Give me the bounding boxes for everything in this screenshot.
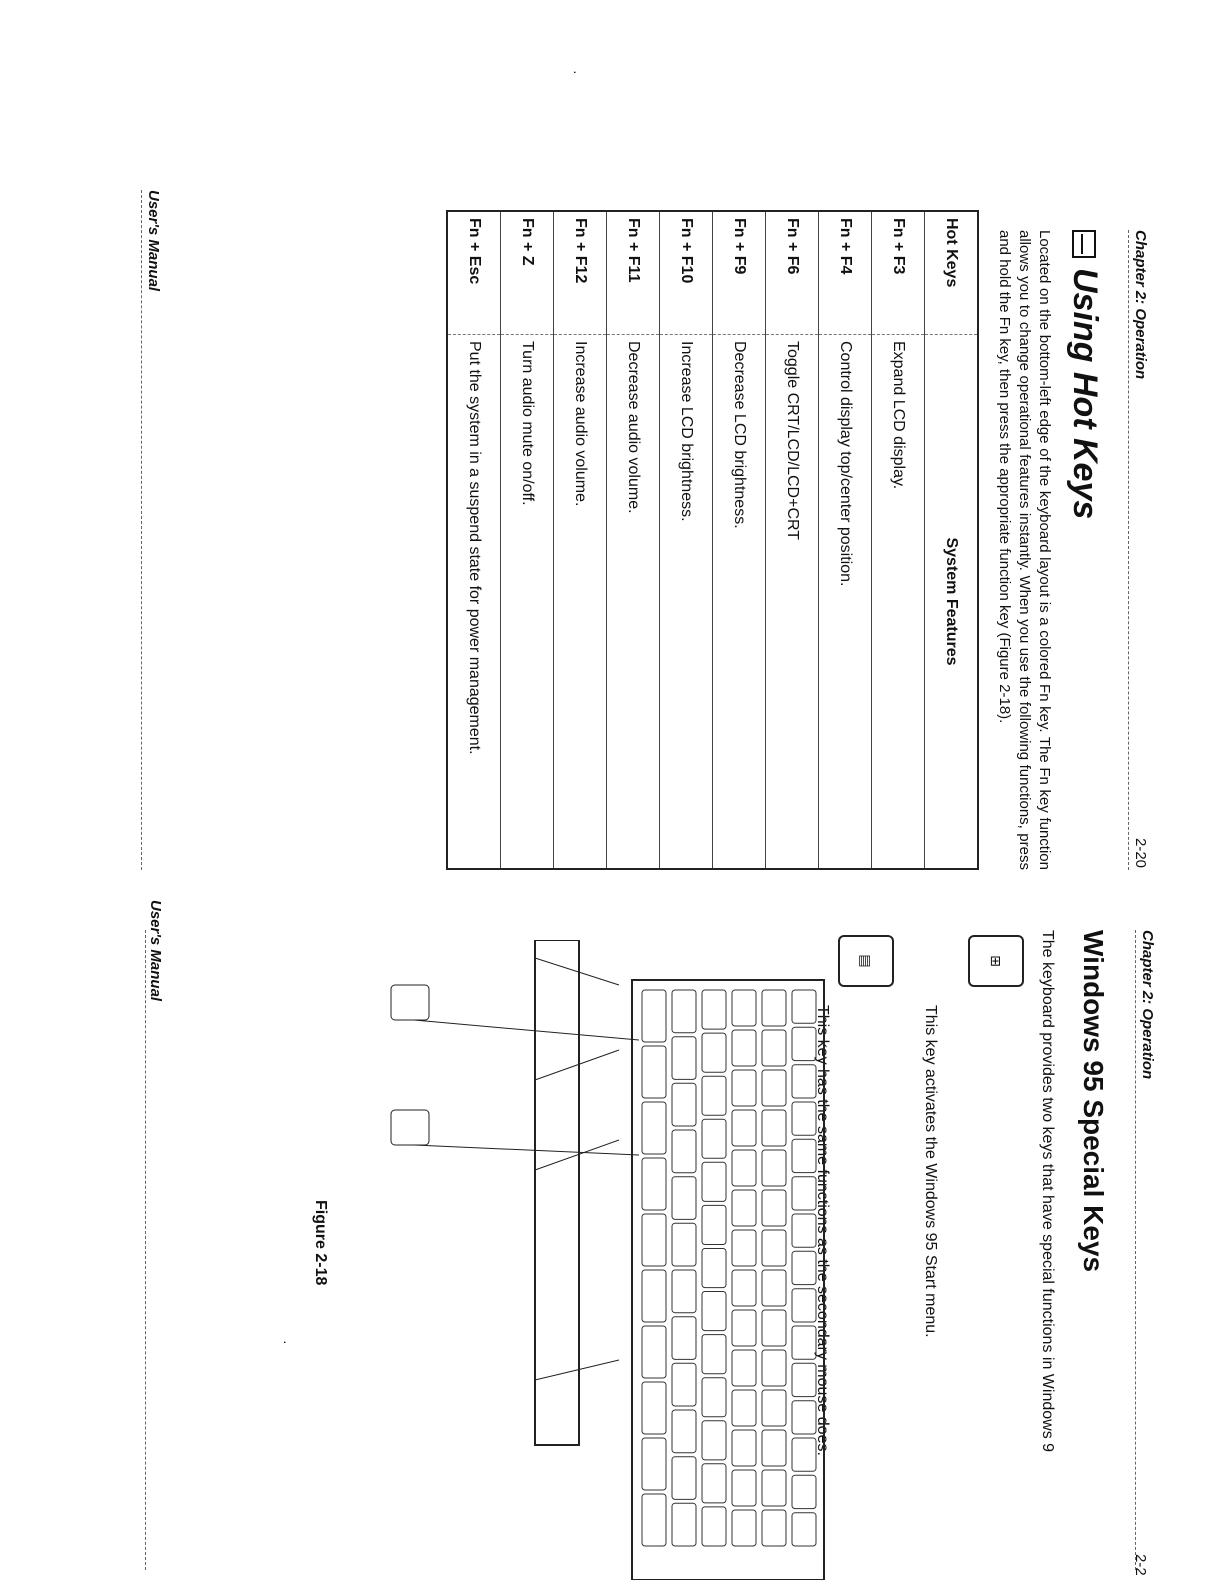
feature-cell: Decrease audio volume. <box>607 335 660 870</box>
keyboard-key <box>732 1470 756 1506</box>
keyboard-key <box>672 1317 696 1360</box>
keyboard-key <box>762 1310 786 1346</box>
keyboard-key <box>642 1270 666 1322</box>
keyboard-key <box>702 990 726 1029</box>
keyboard-key <box>672 1223 696 1266</box>
keyboard-key <box>732 990 756 1026</box>
feature-cell: Put the system in a suspend state for power management. <box>447 335 501 870</box>
keyboard-key <box>792 1065 816 1098</box>
hot-key-cell: Fn + F11 <box>607 211 660 335</box>
keyboard-key <box>792 1251 816 1284</box>
keyboard-key <box>702 1076 726 1115</box>
header-hot-keys: Hot Keys <box>925 211 979 335</box>
table-row <box>554 211 607 869</box>
keyboard-key <box>762 1510 786 1546</box>
keyboard-key <box>732 1430 756 1466</box>
function-key-callout-strip <box>535 940 579 1445</box>
keyboard-key <box>762 1190 786 1226</box>
left-running-head: Chapter 2: Operation <box>1132 230 1149 380</box>
windows-start-key-icon: ⊞ <box>968 935 1024 987</box>
figure-caption: Figure 2-18 <box>312 1200 329 1286</box>
feature-cell: Toggle CRT/LCD/LCD+CRT <box>766 335 819 870</box>
hot-key-cell: Fn + F6 <box>766 211 819 335</box>
keyboard-key <box>732 1390 756 1426</box>
right-running-head: Chapter 2: Operation <box>1139 930 1156 1080</box>
keyboard-key <box>672 1037 696 1080</box>
keyboard-key <box>642 1214 666 1266</box>
keyboard-key <box>672 1270 696 1313</box>
feature-cell: Expand LCD display. <box>872 335 925 870</box>
keyboard-key <box>642 1102 666 1154</box>
leader-line <box>535 1360 619 1380</box>
hot-key-cell: Fn + F4 <box>819 211 872 335</box>
keyboard-keys <box>642 990 816 1546</box>
table-header-row <box>925 211 979 869</box>
keyboard-key <box>732 1350 756 1386</box>
left-page-number: 2-20 <box>1132 838 1149 869</box>
keyboard-key <box>792 990 816 1023</box>
keyboard-key <box>792 1214 816 1247</box>
keyboard-key <box>702 1205 726 1244</box>
feature-cell: Decrease LCD brightness. <box>713 335 766 870</box>
keyboard-key <box>642 1494 666 1546</box>
scan-speck: · <box>568 70 584 75</box>
keyboard-key <box>792 1102 816 1135</box>
keyboard-layout-illustration <box>374 940 844 1580</box>
keyboard-key <box>732 1030 756 1066</box>
keyboard-key <box>732 1190 756 1226</box>
keyboard-key <box>762 1230 786 1266</box>
keyboard-key <box>642 1326 666 1378</box>
keyboard-key <box>702 1421 726 1460</box>
keyboard-key <box>732 1150 756 1186</box>
table-row <box>819 211 872 869</box>
feature-cell: Turn audio mute on/off. <box>501 335 554 870</box>
keyboard-key <box>642 1382 666 1434</box>
header-system-features: System Features <box>925 335 979 870</box>
keyboard-key <box>792 1438 816 1471</box>
table-row <box>766 211 819 869</box>
table-row <box>872 211 925 869</box>
keyboard-key <box>702 1335 726 1374</box>
leader-line <box>535 1050 619 1080</box>
keyboard-key <box>732 1110 756 1146</box>
windows95-keys-title: Windows 95 Special Keys <box>1078 930 1109 1273</box>
keyboard-key <box>792 1027 816 1060</box>
right-header-rule <box>1135 930 1136 1570</box>
right-footer-rule <box>145 930 146 1570</box>
scan-speck: · <box>278 1340 294 1345</box>
table-row <box>447 211 501 869</box>
keyboard-key <box>702 1119 726 1158</box>
callout-z-key <box>391 1110 429 1145</box>
keyboard-key <box>642 1046 666 1098</box>
keyboard-key <box>672 1410 696 1453</box>
keyboard-key <box>702 1033 726 1072</box>
keyboard-key <box>702 1249 726 1288</box>
keyboard-key <box>792 1289 816 1322</box>
application-menu-key-icon: ▤ <box>838 935 894 987</box>
keyboard-key <box>762 1270 786 1306</box>
left-header-rule <box>1128 230 1129 870</box>
keyboard-key <box>792 1326 816 1359</box>
keyboard-key <box>642 1158 666 1210</box>
table-row <box>607 211 660 869</box>
keyboard-key <box>702 1464 726 1503</box>
windows-start-key-desc: This key activates the Windows 95 Start menu. <box>922 1005 939 1338</box>
keyboard-key <box>672 1177 696 1220</box>
keyboard-key <box>792 1363 816 1396</box>
table-row <box>501 211 554 869</box>
leader-line <box>535 958 619 985</box>
right-page-number: 2-2 <box>1132 1554 1149 1576</box>
keyboard-key <box>792 1475 816 1508</box>
keyboard-key <box>762 1390 786 1426</box>
keyboard-key <box>702 1162 726 1201</box>
keyboard-key <box>642 1438 666 1490</box>
application-menu-key-desc: This key has the same functions as the secondary mouse does. <box>814 1005 831 1456</box>
keyboard-key <box>792 1513 816 1546</box>
keyboard-key <box>762 1030 786 1066</box>
keyboard-key <box>702 1292 726 1331</box>
left-footer: User's Manual <box>145 190 162 292</box>
keyboard-key <box>792 1177 816 1210</box>
keyboard-key <box>702 1378 726 1417</box>
keyboard-key <box>732 1270 756 1306</box>
feature-cell: Increase LCD brightness. <box>660 335 713 870</box>
callout-fn-key <box>391 985 429 1020</box>
keyboard-key <box>762 1350 786 1386</box>
hot-keys-title-text: Using Hot Keys <box>1066 268 1104 520</box>
keyboard-key <box>762 1110 786 1146</box>
hot-key-cell: Fn + F10 <box>660 211 713 335</box>
keyboard-key <box>672 990 696 1033</box>
keyboard-key <box>672 1457 696 1500</box>
feature-cell: Control display top/center position. <box>819 335 872 870</box>
keyboard-key <box>732 1230 756 1266</box>
keyboard-key <box>672 1363 696 1406</box>
hot-key-cell: Fn + Z <box>501 211 554 335</box>
hot-keys-title <box>1065 230 1104 519</box>
keyboard-key <box>762 1430 786 1466</box>
keyboard-key <box>792 1139 816 1172</box>
keyboard-key <box>762 1150 786 1186</box>
hot-key-cell: Fn + Esc <box>447 211 501 335</box>
keyboard-key <box>762 990 786 1026</box>
keyboard-key <box>672 1130 696 1173</box>
hot-key-cell: Fn + F12 <box>554 211 607 335</box>
keyboard-key <box>792 1401 816 1434</box>
keyboard-key <box>732 1070 756 1106</box>
windows95-keys-intro: The keyboard provides two keys that have special functions in Windows 9 <box>1039 930 1056 1453</box>
left-footer-rule <box>141 190 142 870</box>
hot-key-cell: Fn + F9 <box>713 211 766 335</box>
book-icon <box>1073 230 1097 258</box>
leader-line <box>414 1020 639 1040</box>
hot-keys-intro: Located on the bottom-left edge of the keyboard layout is a colored Fn key. The Fn key function allows you to change operational features instantly. When you use the following functions, press and hold the Fn key, then press the appropriate function key (Figure 2-18). <box>996 230 1053 870</box>
keyboard-key <box>642 990 666 1042</box>
keyboard-key <box>732 1510 756 1546</box>
keyboard-key <box>702 1507 726 1546</box>
table-row <box>713 211 766 869</box>
feature-cell: Increase audio volume. <box>554 335 607 870</box>
hot-keys-table <box>446 210 979 870</box>
keyboard-key <box>732 1310 756 1346</box>
right-footer: User's Manual <box>147 900 164 1002</box>
keyboard-key <box>762 1070 786 1106</box>
hot-key-cell: Fn + F3 <box>872 211 925 335</box>
leader-line <box>535 1140 619 1170</box>
leader-line <box>414 1145 639 1155</box>
keyboard-key <box>762 1470 786 1506</box>
keyboard-key <box>672 1083 696 1126</box>
table-row <box>660 211 713 869</box>
keyboard-key <box>672 1503 696 1546</box>
